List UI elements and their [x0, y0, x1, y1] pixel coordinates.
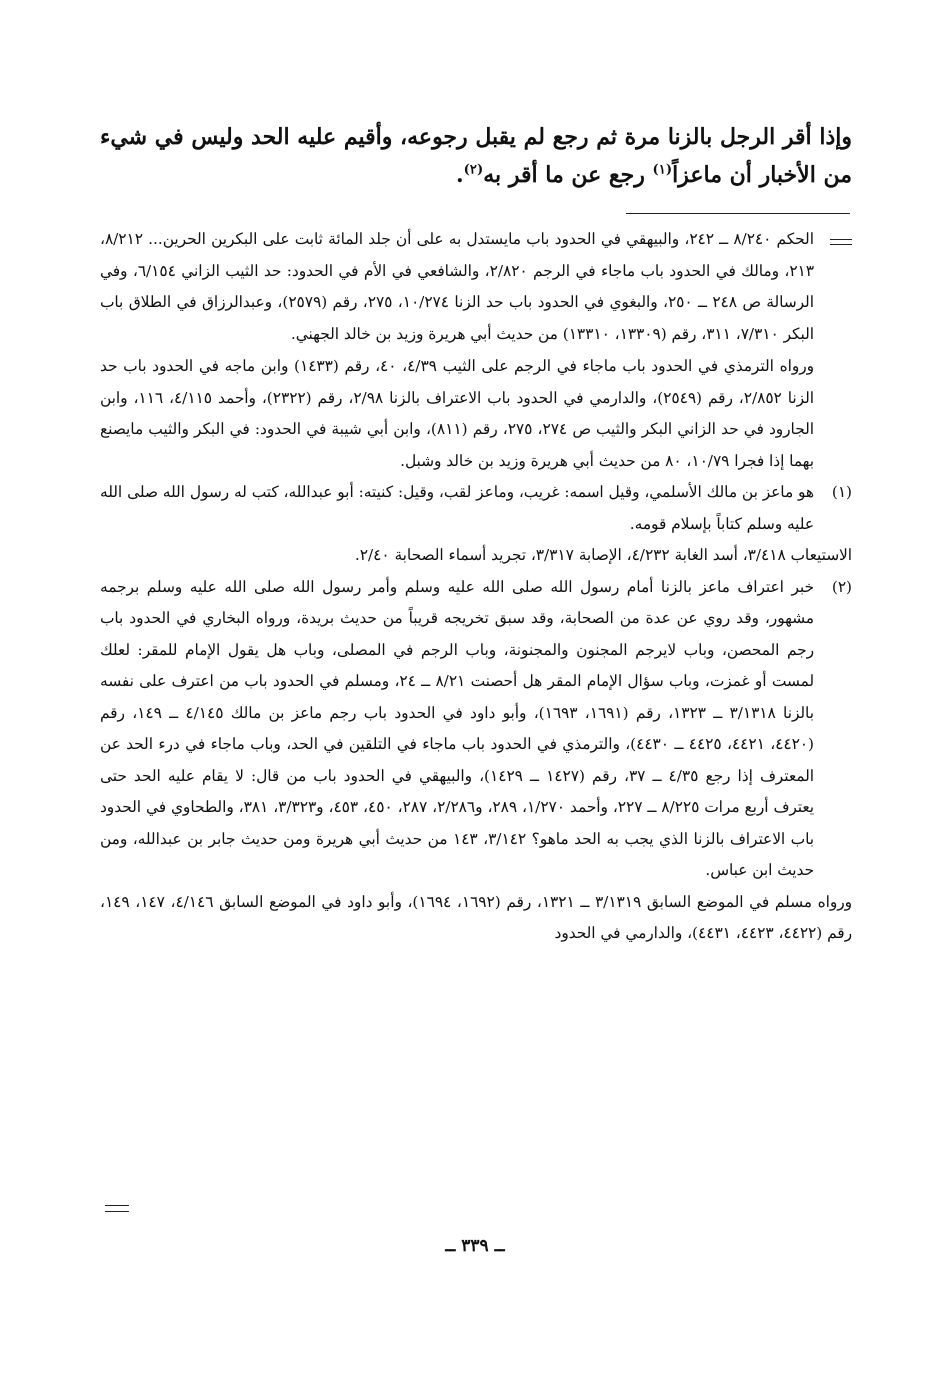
footnote-2: [100, 572, 852, 887]
footnote-1-marker: (١): [831, 483, 852, 501]
footnote-2-text-2: ورواه مسلم في الموضع السابق ٣/١٣١٩ ــ ١٣٢١، رقم (١٦٩٢، ١٦٩٤)، وأبو داود في الموضع السابق ٤/١٤٦، ١٤٧، ١٤٩، رقم (٤٤٢٢، ٤٤٢٣، ٤٤٣١)، والدارمي في الحدود: [100, 892, 852, 942]
footnote-separator: [626, 213, 850, 214]
footnote-1-refs-body: [100, 540, 852, 572]
footnote-2-continued: [100, 887, 852, 950]
main-text-part3: .: [455, 162, 464, 188]
footnote-1-references: [100, 540, 852, 572]
footnote-2-text: خبر اعتراف ماعز بالزنا أمام رسول الله صلى الله عليه وسلم وأمر رسول الله صلى الله عليه وسلم برجمه مشهور، وقد روي عن عدة من الصحابة، وقد سبق تخريجه قريباً من حديث بريدة، ورواه البخاري في الحدود باب رجم المحصن، وباب لايرجم المجنون والمجنونة، وباب الرجم في المصلى، وباب هل يقول الإمام للمقر: لعلك لمست أو غمزت، وباب سؤال الإمام المقر هل أحصنت ٨/٢١ ــ ٢٤، ومسلم في الحدود باب من اعترف على نفسه بالزنا ٣/١٣١٨ ــ ١٣٢٣، رقم (١٦٩١، ١٦٩٣)، وأبو داود في الحدود باب رجم ماعز بن مالك ٤/١٤٥ ــ ١٤٩، رقم (٤٤٢٠، ٤٤٢١، ٤٤٢٥ ــ ٤٤٣٠)، والترمذي في الحدود باب ماجاء في التلقين في الحد، وباب ماجاء في درء الحد عن المعترف إذا رجع ٤/٣٥ ــ ٣٧، رقم (١٤٢٧ ــ ١٤٢٩)، والبيهقي في الحدود باب من قال: لا يقام عليه الحد حتى يعترف أربع مرات ٨/٢٢٥ ــ ٢٢٧، وأحمد ١/٢٧٠، ٢٨٩، و٢/٢٨٦، ٢٨٧، ٤٥٠، ٤٥٣، و٣/٣٢٣، ٣٨١، والطحاوي في الحدود باب الاعتراف بالزنا الذي يجب به الحد ماهو؟ ٣/١٤٢، ١٤٣ من حديث أبي هريرة ومن حديث جابر بن عبدالله، ومن حديث ابن عباس.: [100, 577, 815, 879]
continuation-marker: [814, 224, 852, 256]
continued-footnote-text-2: ورواه الترمذي في الحدود باب ماجاء في الرجم على الثيب ٤/٣٩، ٤٠، رقم (١٤٣٣) وابن ماجه في الحدود باب حد الزنا ٢/٨٥٢، رقم (٢٥٤٩)، والدارمي في الحدود باب الاعتراف بالزنا ٢/٩٨، رقم (٢٣٢٢)، وأحمد ٤/١١٥، ١١٦، وابن الجارود في حد الزاني البكر والثيب ص ٢٧٤، ٢٧٥، رقم (٨١١)، وابن أبي شيبة في الحدود: في البكر والثيب مايصنع بهما إذا فجرا ١٠/٧٩، ٨٠ من حديث أبي هريرة وزيد بن خالد وشبل.: [100, 357, 814, 470]
main-text-part1: وإذا أقر الرجل بالزنا مرة ثم رجع لم يقبل رجوعه، وأقيم عليه الحد وليس في شيء من الأخبار أن ماعزاً: [100, 124, 852, 188]
continued-footnote: [100, 224, 852, 477]
continued-footnote-text: الحكم ٨/٢٤٠ ــ ٢٤٢، والبيهقي في الحدود باب مايستدل به على أن جلد المائة ثابت على البكرين الحرين... ٨/٢١٢، ٢١٣، ومالك في الحدود باب ماجاء في الرجم ٢/٨٢٠، والشافعي في الأم في الحدود: حد الثيب الزاني ٦/١٥٤، وفي الرسالة ص ٢٤٨ ــ ٢٥٠، والبغوي في الحدود باب حد الزنا ١٠/٢٧٤، ٢٧٥، رقم (٢٥٧٩)، وعبدالرزاق في الطلاق باب البكر ٧/٣١٠، ٣١١، رقم (١٣٣٠٩، ١٣٣١٠) من حديث أبي هريرة وزيد بن خالد الجهني.: [100, 230, 814, 343]
continued-footnote-body: [100, 224, 814, 477]
footnote-1-text: هو ماعز بن مالك الأسلمي، وقيل اسمه: غريب، وماعز لقب، وقيل: كنيته: أبو عبدالله، كتب له رسول الله صلى الله عليه وسلم كتاباً بإسلام قومه.: [100, 483, 814, 533]
continues-next-page-icon: [105, 1204, 129, 1213]
main-text-part2: رجع عن ما أقر به: [483, 162, 653, 188]
footnotes-section: [100, 224, 852, 950]
page-number: ــ ٣٣٩ ــ: [445, 1236, 505, 1256]
footnote-1: [100, 477, 852, 540]
footnote-2-marker: (٢): [831, 577, 852, 596]
footnote-ref-2: (٢): [463, 162, 484, 178]
footnote-2-body: [100, 572, 814, 887]
footnote-ref-1: (١): [652, 162, 673, 178]
footnote-1-refs-text: الاستيعاب ٣/٤١٨، أسد الغابة ٤/٢٣٢، الإصابة ٣/٣١٧، تجريد أسماء الصحابة ٢/٤٠.: [354, 546, 852, 564]
footnote-1-body: [100, 477, 814, 540]
continuation-icon: [830, 238, 852, 246]
footnote-2-continued-body: [100, 887, 852, 950]
main-paragraph: [100, 118, 852, 194]
